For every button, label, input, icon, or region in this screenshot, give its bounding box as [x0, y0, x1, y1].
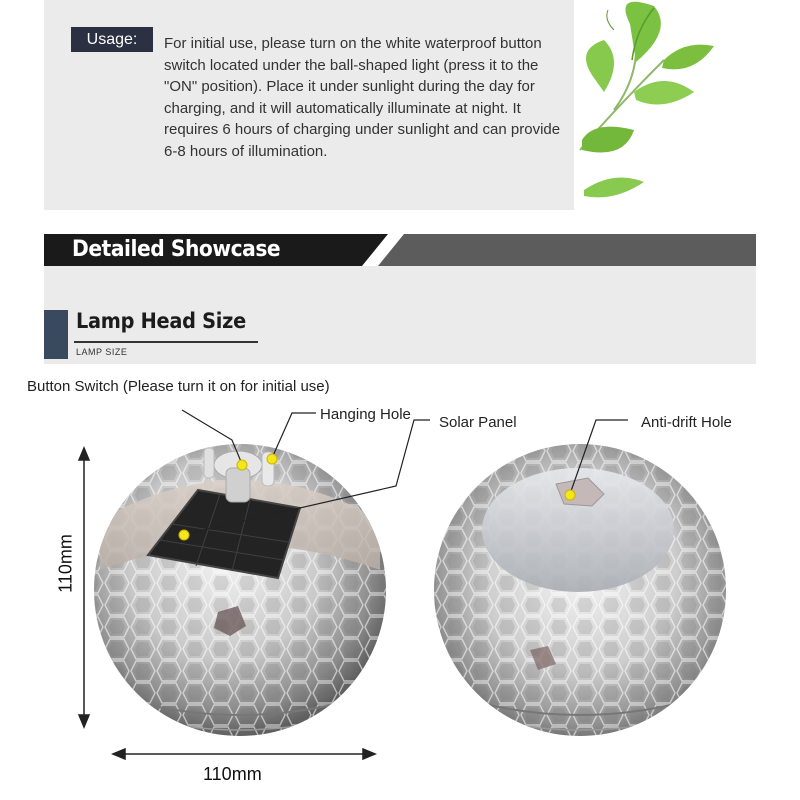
button-switch-label: Button Switch (Please turn it on for initial use)	[27, 378, 330, 395]
hanging-hole-marker	[267, 454, 277, 464]
solar-panel-label: Solar Panel	[439, 414, 517, 431]
solar-panel-marker	[179, 530, 189, 540]
lamp-size-title: Lamp Head Size	[76, 309, 246, 333]
button-switch-marker	[237, 460, 247, 470]
hanging-hole-label: Hanging Hole	[320, 406, 411, 423]
lamp-size-subtitle: LAMP SIZE	[76, 347, 128, 357]
usage-badge: Usage:	[71, 27, 153, 52]
banner-title: Detailed Showcase	[72, 237, 281, 262]
usage-description: For initial use, please turn on the white waterproof button switch located under the ball-shaped light (press it to the "ON" position). Place it under sunlight during the day for charging, and it will automatically illuminate at night. It requires 6 hours of charging under sunlight and can provide 6-8 hours of illumination.	[164, 35, 561, 160]
anti-drift-hole-label: Anti-drift Hole	[641, 414, 732, 431]
width-dimension-label: 110mm	[203, 764, 262, 784]
anti-drift-hole-marker	[565, 490, 575, 500]
lamp-front-view	[90, 440, 390, 740]
lamp-top-view	[430, 440, 730, 740]
height-dimension-label: 110mm	[55, 534, 76, 593]
